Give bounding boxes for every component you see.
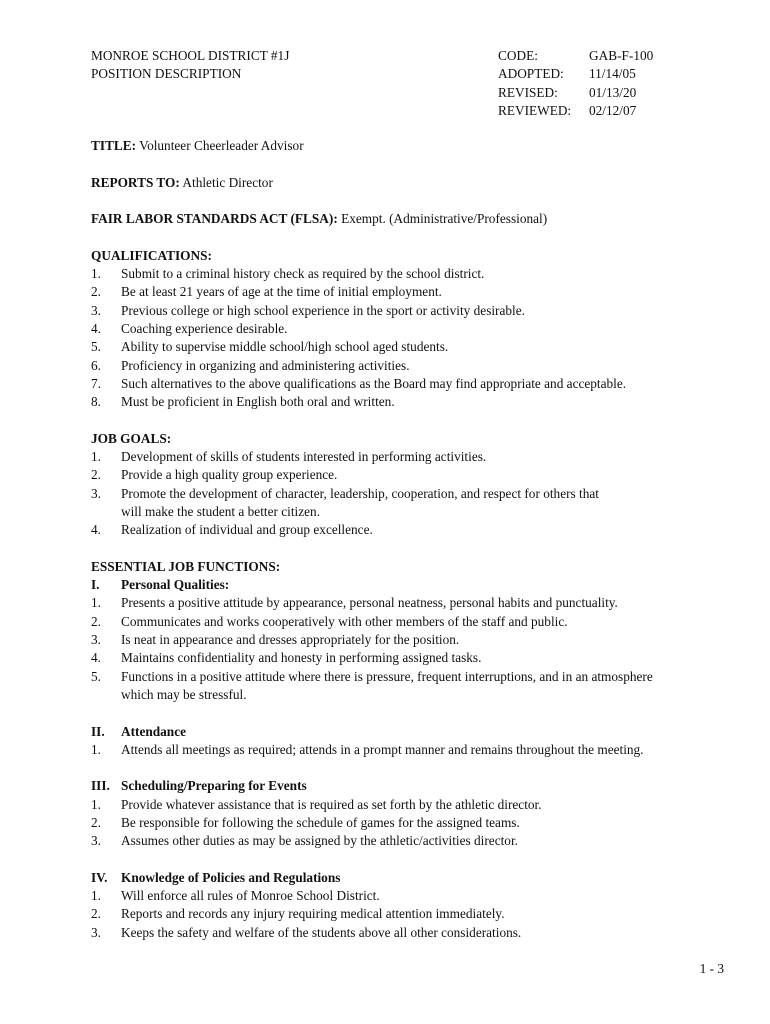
header-label: REVISED:: [498, 84, 558, 100]
qualifications-list: [91, 265, 741, 411]
list-item-number: 3.: [91, 833, 101, 849]
section-numeral: III.: [91, 778, 110, 794]
section-heading: [91, 576, 741, 594]
header-value: GAB-F-100: [589, 48, 654, 63]
list-item-number: 4.: [91, 320, 101, 336]
list-item-number: 8.: [91, 394, 101, 410]
essential-functions-sections: [91, 576, 741, 942]
list-item-number: 4.: [91, 522, 101, 538]
list-item: [91, 796, 741, 814]
page-number: 1 - 3: [699, 961, 724, 976]
reports-to-label: REPORTS TO:: [91, 174, 180, 190]
header-label: CODE:: [498, 48, 538, 63]
list-item-number: 2.: [91, 467, 101, 483]
list-item-text: Will enforce all rules of Monroe School District.: [121, 888, 380, 904]
list-item-text: Be responsible for following the schedule of games for the assigned teams.: [121, 814, 520, 830]
list-item-number: 5.: [91, 668, 101, 684]
list-item: [91, 393, 741, 411]
flsa-label: FAIR LABOR STANDARDS ACT (FLSA):: [91, 211, 338, 227]
list-item-text: Promote the development of character, leadership, cooperation, and respect for others that: [121, 485, 599, 501]
list-item: [91, 905, 741, 923]
list-item-text: Reports and records any injury requiring medical attention immediately.: [121, 906, 505, 922]
list-item: [91, 320, 741, 338]
list-item-text: Provide a high quality group experience.: [121, 467, 338, 483]
list-item-text: Assumes other duties as may be assigned by the athletic/activities director.: [121, 833, 518, 849]
list-item: [91, 649, 741, 667]
list-item-number: 3.: [91, 632, 101, 648]
section-title: Personal Qualities:: [121, 577, 230, 593]
list-item-text: Is neat in appearance and dresses appropriately for the position.: [121, 632, 460, 648]
list-item-number: 2.: [91, 284, 101, 300]
list-item: [91, 466, 741, 484]
document-type: POSITION DESCRIPTION: [91, 66, 242, 82]
list-item-text: Communicates and works cooperatively with other members of the staff and public.: [121, 613, 568, 629]
list-item-continuation: will make the student a better citizen.: [121, 503, 321, 519]
flsa-field: [91, 210, 741, 228]
list-item-number: 2.: [91, 906, 101, 922]
header-adopted-row: [498, 65, 653, 83]
header-reviewed-row: [498, 102, 653, 120]
section-numeral: IV.: [91, 869, 108, 885]
section-title: Attendance: [121, 723, 186, 739]
section-heading: [91, 777, 741, 795]
section-heading: [91, 869, 741, 887]
header-right: [498, 47, 653, 120]
list-item-text: Realization of individual and group excellence.: [121, 522, 373, 538]
list-item-number: 1.: [91, 449, 101, 465]
list-item-text: Proficiency in organizing and administering activities.: [121, 357, 410, 373]
list-item: [91, 668, 741, 686]
header-code-row: [498, 47, 653, 65]
list-item: [91, 521, 741, 539]
section-title: Scheduling/Preparing for Events: [121, 778, 307, 794]
list-item-text: Coaching experience desirable.: [121, 320, 288, 336]
reports-to-field: [91, 174, 741, 192]
list-item: [91, 814, 741, 832]
list-item-continuation: which may be stressful.: [121, 686, 247, 702]
job-goals-heading: JOB GOALS:: [91, 430, 172, 446]
job-goals-list: [91, 448, 741, 539]
list-item: [91, 448, 741, 466]
list-item-text: Provide whatever assistance that is required as set forth by the athletic director.: [121, 796, 542, 812]
list-item-number: 1.: [91, 595, 101, 611]
list-item-text: Keeps the safety and welfare of the students above all other considerations.: [121, 924, 522, 940]
header-value: 01/13/20: [589, 84, 637, 100]
list-item: [91, 302, 741, 320]
list-item: [91, 887, 741, 905]
list-item: [91, 265, 741, 283]
header-value: 11/14/05: [589, 66, 636, 82]
list-item: [91, 924, 741, 942]
section-numeral: II.: [91, 723, 105, 739]
title-value: Volunteer Cheerleader Advisor: [136, 138, 304, 153]
list-item-text: Be at least 21 years of age at the time of initial employment.: [121, 284, 442, 300]
list-item: [91, 631, 741, 649]
reports-to-value: Athletic Director: [179, 174, 273, 190]
list-item-number: 1.: [91, 888, 101, 904]
list-item-number: 1.: [91, 741, 101, 757]
list-item-text: Presents a positive attitude by appearance, personal neatness, personal habits and punctuality.: [121, 595, 618, 611]
list-item-number: 3.: [91, 924, 101, 940]
list-item-text: Must be proficient in English both oral and written.: [121, 394, 395, 410]
list-item-number: 5.: [91, 339, 101, 355]
list-item-number: 6.: [91, 357, 101, 373]
header-value: 02/12/07: [589, 102, 637, 118]
list-item-text: Submit to a criminal history check as required by the school district.: [121, 266, 485, 282]
list-item-number: 1.: [91, 266, 101, 282]
section-title: Knowledge of Policies and Regulations: [121, 869, 341, 885]
essential-functions-heading: ESSENTIAL JOB FUNCTIONS:: [91, 558, 281, 574]
list-item-text: Attends all meetings as required; attends in a prompt manner and remains throughout the meeting.: [121, 741, 644, 757]
district-name: MONROE SCHOOL DISTRICT #1J: [91, 48, 290, 63]
list-item-text: Ability to supervise middle school/high school aged students.: [121, 339, 449, 355]
list-item-text: Development of skills of students interested in performing activities.: [121, 449, 487, 465]
document-body: [91, 137, 741, 942]
list-item-number: 4.: [91, 650, 101, 666]
list-item: [91, 375, 741, 393]
list-item: [91, 613, 741, 631]
header-label: REVIEWED:: [498, 102, 572, 118]
header-label: ADOPTED:: [498, 66, 564, 82]
header-left: [91, 47, 289, 84]
title-label: TITLE:: [91, 138, 137, 153]
section-heading: [91, 723, 741, 741]
list-item-number: 2.: [91, 613, 101, 629]
list-item: [91, 283, 741, 301]
section-numeral: I.: [91, 577, 100, 593]
list-item-text: Such alternatives to the above qualifications as the Board may find appropriate and acceptable.: [121, 375, 627, 391]
list-item: [91, 741, 741, 759]
list-item-number: 2.: [91, 814, 101, 830]
list-item: [91, 594, 741, 612]
title-field: [91, 137, 741, 155]
list-item-text: Maintains confidentiality and honesty in performing assigned tasks.: [121, 650, 482, 666]
flsa-value: Exempt. (Administrative/Professional): [337, 211, 548, 227]
list-item-text: Previous college or high school experience in the sport or activity desirable.: [121, 302, 525, 318]
qualifications-heading: QUALIFICATIONS:: [91, 247, 212, 263]
list-item-text: Functions in a positive attitude where there is pressure, frequent interruptions, and in an atmosphere: [121, 668, 653, 684]
list-item-number: 3.: [91, 302, 101, 318]
list-item: [91, 357, 741, 375]
list-item-number: 7.: [91, 375, 101, 391]
header-revised-row: [498, 84, 653, 102]
list-item-number: 1.: [91, 796, 101, 812]
list-item: [91, 338, 741, 356]
list-item: [91, 485, 741, 503]
list-item: [91, 832, 741, 850]
list-item-number: 3.: [91, 485, 101, 501]
